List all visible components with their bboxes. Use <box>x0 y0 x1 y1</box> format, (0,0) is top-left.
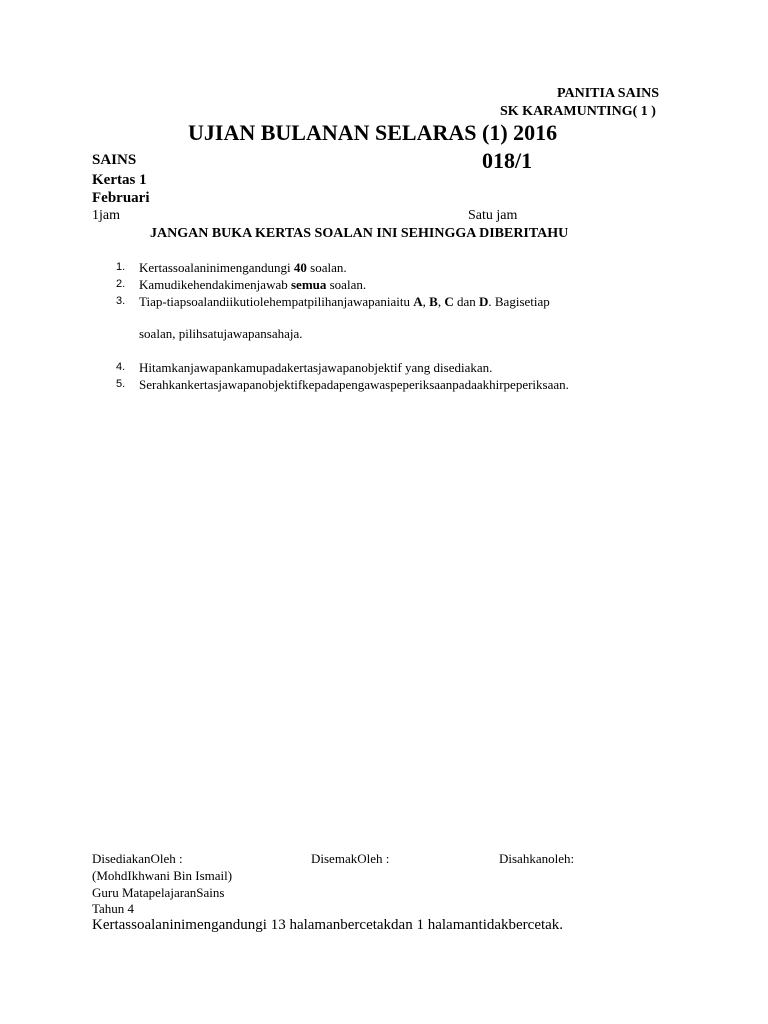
duration-long: Satu jam <box>468 208 518 223</box>
instruction-text-part: dan <box>453 294 479 309</box>
instruction-text-part: . Bagisetiap <box>488 294 550 309</box>
option-d: D <box>479 294 489 309</box>
do-not-open-warning: JANGAN BUKA KERTAS SOALAN INI SEHINGGA DIBERITAHU <box>150 226 569 241</box>
teacher-name: (MohdIkhwani Bin Ismail) <box>92 868 233 883</box>
instruction-text-part: Tiap-tiapsoalandiikutiolehempatpilihanjawapaniaitu <box>139 294 414 309</box>
instruction-continuation: soalan, pilihsatujawapansahaja. <box>139 326 303 341</box>
option-a: A <box>413 294 423 309</box>
teacher-role: Guru MatapelajaranSains <box>92 885 225 900</box>
instruction-emphasis: 40 <box>293 260 307 275</box>
instruction-text: Hitamkanjawapankamupadakertasjawapanobjektif yang disediakan. <box>139 360 493 375</box>
prepared-by-label: DisediakanOleh : <box>92 851 183 866</box>
instruction-text-part: soalan. <box>306 260 347 275</box>
checked-by-label: DisemakOleh : <box>311 851 390 866</box>
instruction-text <box>139 293 550 310</box>
instruction-number: 5. <box>116 378 126 390</box>
instruction-number: 1. <box>116 261 126 273</box>
instruction-text <box>139 276 366 293</box>
instruction-text-part: , <box>422 294 430 309</box>
approved-by-label: Disahkanoleh: <box>499 851 575 866</box>
exam-month: Februari <box>92 190 150 206</box>
instruction-text-part: soalan. <box>326 277 367 292</box>
instruction-number: 2. <box>116 278 126 290</box>
school-name: SK KARAMUNTING( 1 ) <box>500 104 656 119</box>
committee-name: PANITIA SAINS <box>557 86 660 101</box>
instruction-number: 4. <box>116 361 126 373</box>
duration-short: 1jam <box>92 208 120 223</box>
option-b: B <box>429 294 438 309</box>
instruction-text-part: , <box>437 294 445 309</box>
paper-code: 018/1 <box>482 148 533 173</box>
subject-label: SAINS <box>92 152 137 168</box>
instruction-emphasis: semua <box>290 277 327 292</box>
exam-title: UJIAN BULANAN SELARAS (1) 2016 <box>188 120 558 145</box>
option-c: C <box>444 294 454 309</box>
instruction-text <box>139 259 347 276</box>
instruction-text: Serahkankertasjawapanobjektifkepadapengawaspeperiksaanpadaakhirpeperiksaan. <box>139 377 569 392</box>
school-year: Tahun 4 <box>92 901 135 916</box>
instruction-text-part: Kertassoalaninimengandungi <box>139 260 294 275</box>
page-count-note: Kertassoalaninimengandungi 13 halamanbercetakdan 1 halamantidakbercetak. <box>92 917 564 933</box>
instruction-number: 3. <box>116 295 126 307</box>
instruction-text-part: Kamudikehendakimenjawab <box>139 277 291 292</box>
paper-label: Kertas 1 <box>92 172 147 188</box>
